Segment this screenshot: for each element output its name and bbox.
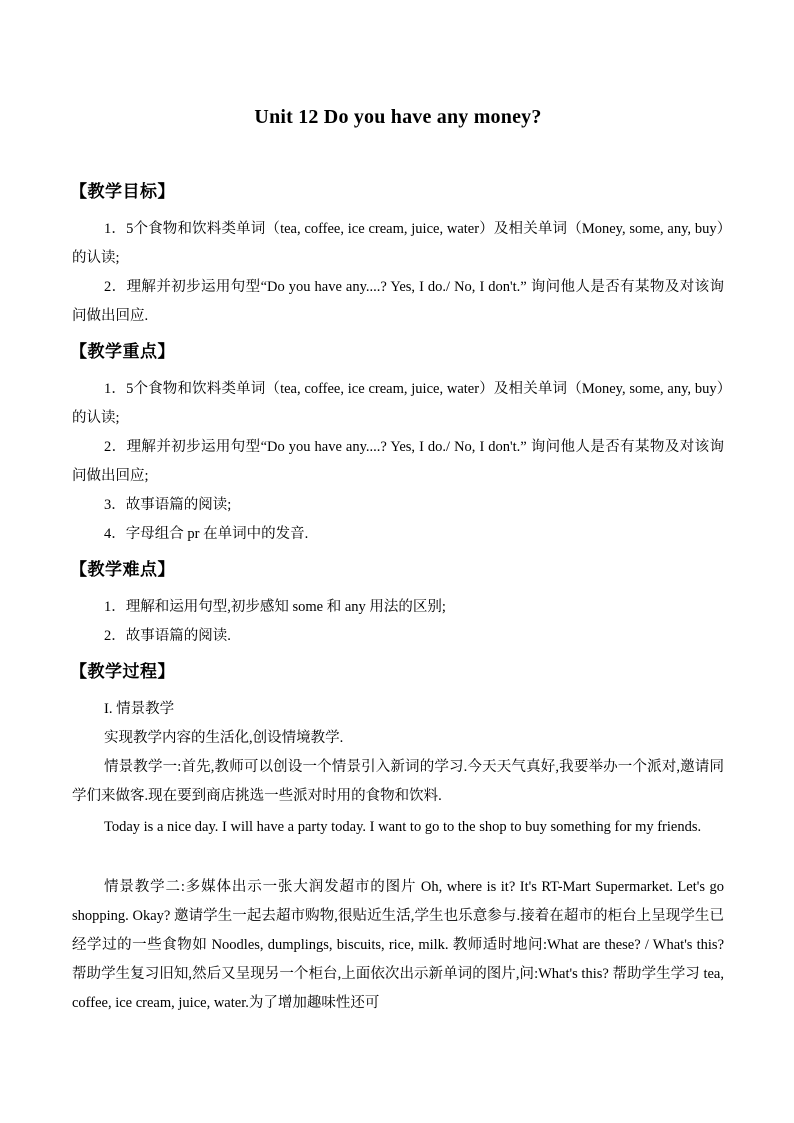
section-heading-key-points: 【教学重点】 <box>70 342 175 362</box>
section-heading-objectives: 【教学目标】 <box>70 182 175 202</box>
key-point-item-1: 1．5个食物和饮料类单词（tea, coffee, ice cream, juice, water）及相关单词（Money, some, any, buy）的认读; <box>72 381 724 426</box>
key-point-item-4: 4．字母组合 pr 在单词中的发音. <box>104 526 309 542</box>
key-point-item-2: 2．理解并初步运用句型“Do you have any....? Yes, I do./ No, I don't.” 询问他人是否有某物及对该询问做出回应; <box>72 439 724 484</box>
objective-item-2: 2．理解并初步运用句型“Do you have any....? Yes, I do./ No, I don't.” 询问他人是否有某物及对该询问做出回应. <box>72 279 724 324</box>
process-paragraph-1: 实现教学内容的生活化,创设情境教学. <box>104 730 344 746</box>
difficulty-item-2: 2．故事语篇的阅读. <box>104 628 231 644</box>
process-paragraph-2: 情景教学一:首先,教师可以创设一个情景引入新词的学习.今天天气真好,我要举办一个派对,邀请同学们来做客.现在要到商店挑选一些派对时用的食物和饮料. <box>72 759 724 804</box>
section-heading-difficulties: 【教学难点】 <box>70 560 175 580</box>
difficulty-item-1: 1．理解和运用句型,初步感知 some 和 any 用法的区别; <box>104 599 446 615</box>
process-paragraph-english: Today is a nice day. I will have a party today. I want to go to the shop to buy something for my friends. <box>104 819 702 835</box>
process-paragraph-3: 情景教学二:多媒体出示一张大润发超市的图片 Oh, where is it? It's RT-Mart Supermarket. Let's go shopping. Okay? 邀请学生一起去超市购物,很贴近生活,学生也乐意参与.接着在超市的柜台上呈现学生已经学过的一些食物如 Noodles, dumplings, biscuits, rice, milk. 教师适时地问:What are these? / What's this? 帮助学生复习旧知,然后又呈现另一个柜台,上面依次出示新单词的图片,问:What's this? 帮助学生学习 tea, coffee, ice cream, juice, water.为了增加趣味性还可 <box>72 879 724 1011</box>
document-title: Unit 12 Do you have any money? <box>254 106 542 128</box>
process-step-heading: I. 情景教学 <box>104 701 175 717</box>
section-heading-process: 【教学过程】 <box>70 662 175 682</box>
objective-item-1: 1．5个食物和饮料类单词（tea, coffee, ice cream, juice, water）及相关单词（Money, some, any, buy）的认读; <box>72 221 724 266</box>
key-point-item-3: 3．故事语篇的阅读; <box>104 497 232 513</box>
